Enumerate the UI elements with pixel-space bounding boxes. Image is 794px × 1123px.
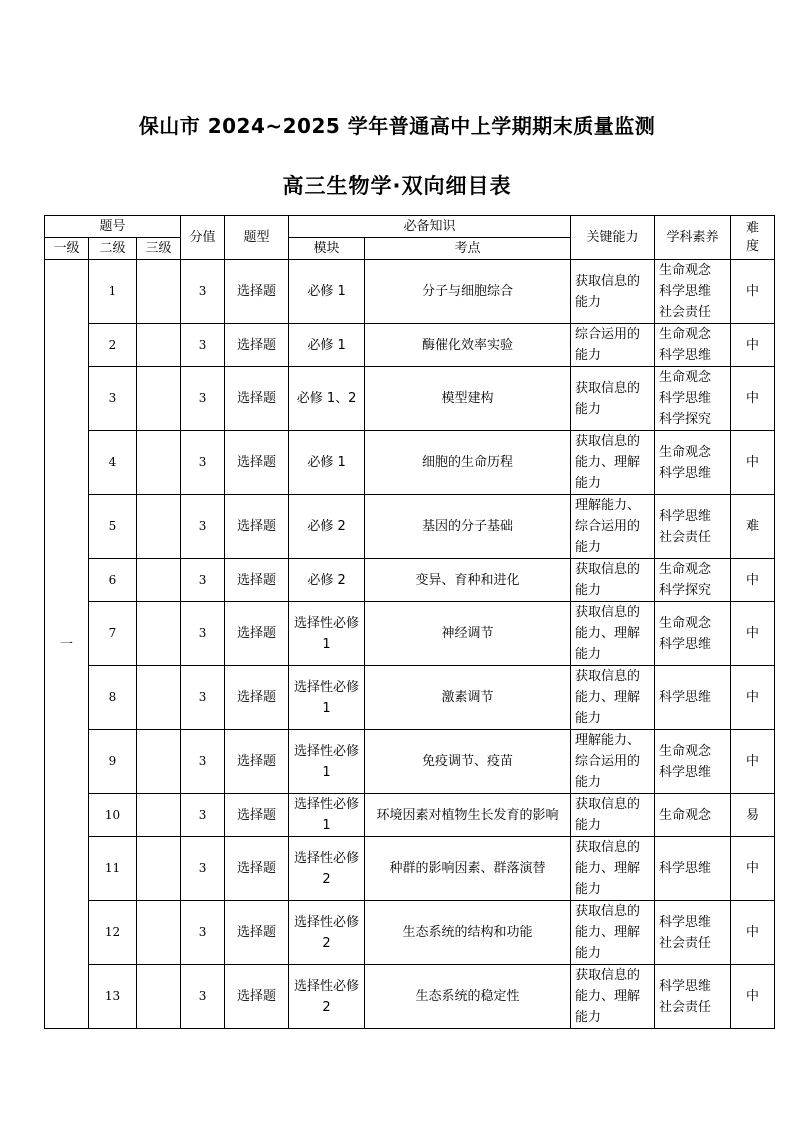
ability-line: 获取信息的 [575,669,641,684]
literacy-cell [655,431,731,495]
literacy-cell [655,794,731,837]
literacy-line: 生命观念 [659,615,712,631]
literacy-line: 科学思维 [659,391,712,406]
ability-line: 能力、理解 [575,989,641,1004]
module-cell: 必修 1、2 [289,367,365,431]
literacy-line: 生命观念 [659,807,712,823]
point-cell: 环境因素对植物生长发育的影响 [365,794,571,837]
literacy-cell [655,730,731,794]
type-cell: 选择题 [225,965,289,1029]
document-title: 保山市 2024~2025 学年普通高中上学期期末质量监测 [138,114,656,138]
type-cell: 选择题 [225,495,289,559]
literacy-line: 科学思维 [659,978,712,994]
point-cell: 免疫调节、疫苗 [365,730,571,794]
level3-cell [137,602,181,666]
literacy-cell [655,495,731,559]
literacy-line: 科学思维 [659,914,712,930]
ability-line: 获取信息的 [575,380,641,396]
ability-cell [571,495,655,559]
ability-line: 能力、理解 [575,626,641,641]
literacy-cell [655,837,731,901]
table-row [45,367,775,431]
header-literacy: 学科素养 [655,216,731,260]
ability-line: 获取信息的 [575,562,641,577]
header-type: 题型 [225,216,289,260]
ability-line: 能力、理解 [575,455,641,470]
module-cell: 必修 1 [289,324,365,367]
score-cell: 3 [181,559,225,602]
ability-line: 能力 [575,540,602,555]
ability-line: 能力、理解 [575,925,641,940]
table-row [45,837,775,901]
ability-cell [571,794,655,837]
difficulty-cell: 中 [731,730,775,794]
ability-cell [571,367,655,431]
ability-line: 能力 [575,647,602,662]
type-cell: 选择题 [225,559,289,602]
header-level1: 一级 [45,238,89,260]
table-row [45,965,775,1029]
ability-cell [571,965,655,1029]
ability-cell [571,324,655,367]
score-cell: 3 [181,794,225,837]
literacy-cell [655,965,731,1029]
table-row [45,324,775,367]
difficulty-cell: 难 [731,495,775,559]
module-cell: 选择性必修 1 [289,666,365,730]
ability-line: 理解能力、 [575,498,641,513]
point-cell: 生态系统的稳定性 [365,965,571,1029]
literacy-line: 科学探究 [659,412,712,427]
point-cell: 细胞的生命历程 [365,431,571,495]
ability-line: 获取信息的 [575,605,641,620]
ability-line: 能力 [575,711,602,726]
question-number: 5 [89,495,137,559]
ability-line: 能力 [575,583,602,598]
point-cell: 变异、育种和进化 [365,559,571,602]
ability-line: 能力 [575,775,602,790]
literacy-cell [655,901,731,965]
module-cell: 选择性必修 2 [289,901,365,965]
module-cell: 选择性必修 1 [289,602,365,666]
point-cell: 神经调节 [365,602,571,666]
point-cell: 酶催化效率实验 [365,324,571,367]
literacy-line: 科学思维 [659,690,712,705]
point-cell: 基因的分子基础 [365,495,571,559]
question-number: 13 [89,965,137,1029]
header-difficulty-line-2: 度 [746,238,760,254]
spec-table [44,215,775,1029]
ability-line: 获取信息的 [575,904,641,919]
type-cell: 选择题 [225,794,289,837]
ability-cell [571,901,655,965]
point-cell: 模型建构 [365,367,571,431]
type-cell: 选择题 [225,602,289,666]
question-number: 8 [89,666,137,730]
level3-cell [137,965,181,1029]
difficulty-cell: 中 [731,431,775,495]
ability-line: 能力 [575,401,602,417]
literacy-cell [655,324,731,367]
table-row [45,431,775,495]
header-question-no: 题号 [45,216,181,238]
score-cell: 3 [181,666,225,730]
module-cell: 必修 2 [289,495,365,559]
difficulty-cell: 中 [731,559,775,602]
level3-cell [137,367,181,431]
module-cell: 必修 1 [289,431,365,495]
type-cell: 选择题 [225,431,289,495]
score-cell: 3 [181,730,225,794]
table-row [45,901,775,965]
question-number: 7 [89,602,137,666]
point-cell: 种群的影响因素、群落演替 [365,837,571,901]
literacy-cell [655,559,731,602]
ability-cell [571,666,655,730]
literacy-line: 科学思维 [659,465,712,481]
ability-line: 获取信息的 [575,968,641,983]
point-cell: 分子与细胞综合 [365,260,571,324]
literacy-line: 社会责任 [659,529,712,545]
score-cell: 3 [181,367,225,431]
difficulty-cell: 中 [731,367,775,431]
document-subtitle: 高三生物学·双向细目表 [282,174,512,198]
level3-cell [137,794,181,837]
level3-cell [137,559,181,602]
difficulty-cell: 中 [731,837,775,901]
level3-cell [137,260,181,324]
module-cell: 必修 2 [289,559,365,602]
level3-cell [137,837,181,901]
header-difficulty-line-1: 难 [746,220,760,236]
point-cell: 激素调节 [365,666,571,730]
header-point: 考点 [365,238,571,260]
type-cell: 选择题 [225,367,289,431]
difficulty-cell: 中 [731,324,775,367]
ability-line: 综合运用的 [575,519,641,534]
level3-cell [137,730,181,794]
ability-line: 能力 [575,882,602,897]
level3-cell [137,666,181,730]
score-cell: 3 [181,431,225,495]
table-row [45,602,775,666]
level3-cell [137,431,181,495]
question-number: 10 [89,794,137,837]
point-cell: 生态系统的结构和功能 [365,901,571,965]
score-cell: 3 [181,495,225,559]
ability-line: 能力 [575,476,602,491]
ability-line: 获取信息的 [575,273,641,289]
literacy-line: 社会责任 [659,305,712,320]
difficulty-cell: 中 [731,260,775,324]
literacy-line: 科学探究 [659,583,712,598]
table-row [45,730,775,794]
question-number: 12 [89,901,137,965]
difficulty-cell: 中 [731,965,775,1029]
literacy-line: 科学思维 [659,764,712,780]
literacy-line: 生命观念 [659,562,712,577]
ability-line: 获取信息的 [575,840,641,855]
ability-cell [571,559,655,602]
header-knowledge: 必备知识 [289,216,571,238]
literacy-line: 生命观念 [659,444,712,460]
header-difficulty [731,216,775,260]
ability-line: 理解能力、 [575,733,641,748]
type-cell: 选择题 [225,666,289,730]
question-number: 9 [89,730,137,794]
score-cell: 3 [181,260,225,324]
question-number: 11 [89,837,137,901]
literacy-line: 科学思维 [659,348,712,363]
section-label: 一 [45,260,89,1029]
header-level2: 二级 [89,238,137,260]
table-row [45,260,775,324]
literacy-cell [655,260,731,324]
level3-cell [137,901,181,965]
literacy-cell [655,602,731,666]
score-cell: 3 [181,324,225,367]
ability-line: 能力 [575,946,602,961]
header-score: 分值 [181,216,225,260]
level3-cell [137,324,181,367]
level3-cell [137,495,181,559]
header-level3: 三级 [137,238,181,260]
ability-line: 综合运用的 [575,327,641,342]
type-cell: 选择题 [225,730,289,794]
score-cell: 3 [181,837,225,901]
question-number: 4 [89,431,137,495]
question-number: 1 [89,260,137,324]
ability-cell [571,260,655,324]
ability-cell [571,837,655,901]
literacy-line: 社会责任 [659,999,712,1015]
literacy-line: 生命观念 [659,743,712,759]
question-number: 6 [89,559,137,602]
literacy-line: 社会责任 [659,935,712,951]
ability-line: 能力 [575,294,602,310]
literacy-line: 科学思维 [659,284,712,299]
ability-line: 能力 [575,818,602,833]
literacy-line: 科学思维 [659,861,712,876]
table-row [45,666,775,730]
table-row [45,559,775,602]
question-number: 2 [89,324,137,367]
difficulty-cell: 中 [731,901,775,965]
literacy-cell [655,666,731,730]
table-row [45,495,775,559]
ability-line: 能力 [575,1010,602,1025]
module-cell: 选择性必修 2 [289,837,365,901]
module-cell: 必修 1 [289,260,365,324]
score-cell: 3 [181,602,225,666]
literacy-line: 生命观念 [659,327,712,342]
score-cell: 3 [181,965,225,1029]
table-row [45,794,775,837]
score-cell: 3 [181,901,225,965]
ability-line: 获取信息的 [575,434,641,449]
literacy-line: 生命观念 [659,263,712,278]
literacy-line: 生命观念 [659,370,712,385]
difficulty-cell: 易 [731,794,775,837]
ability-cell [571,431,655,495]
ability-cell [571,602,655,666]
type-cell: 选择题 [225,901,289,965]
type-cell: 选择题 [225,324,289,367]
ability-line: 能力 [575,348,602,363]
literacy-line: 科学思维 [659,636,712,652]
ability-cell [571,730,655,794]
question-number: 3 [89,367,137,431]
literacy-cell [655,367,731,431]
difficulty-cell: 中 [731,666,775,730]
header-module: 模块 [289,238,365,260]
ability-line: 能力、理解 [575,861,641,876]
table-body [45,260,775,1029]
ability-line: 能力、理解 [575,690,641,705]
difficulty-cell: 中 [731,602,775,666]
ability-line: 获取信息的 [575,797,641,812]
type-cell: 选择题 [225,837,289,901]
literacy-line: 科学思维 [659,508,712,524]
module-cell: 选择性必修 1 [289,794,365,837]
module-cell: 选择性必修 2 [289,965,365,1029]
ability-line: 综合运用的 [575,754,641,769]
header-ability: 关键能力 [571,216,655,260]
module-cell: 选择性必修 1 [289,730,365,794]
type-cell: 选择题 [225,260,289,324]
